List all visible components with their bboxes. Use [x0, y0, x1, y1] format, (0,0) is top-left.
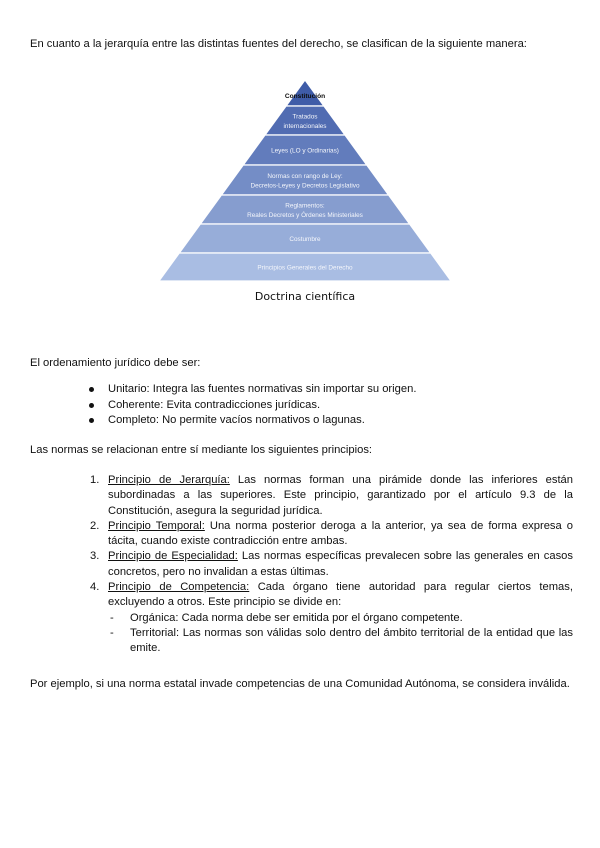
pyramid-level-label: Tratados — [292, 113, 318, 121]
item-number: 2. — [90, 519, 100, 532]
principle-text: Una norma posterior deroga a la anterior, ya sea de forma expresa o tácita, cuando existe contradicción entre ambas. — [108, 519, 573, 548]
principios-title: Las normas se relacionan entre sí mediante los siguientes principios: — [30, 444, 373, 456]
principle-term: Principio de Especialidad: — [108, 550, 238, 563]
principle-text: Las normas forman una pirámide donde las inferiores están subordinadas a las superiores. Este principio, garantizado por el artículo 9.3 de la Constitución, asegura la seguridad jurídica. — [108, 474, 573, 517]
pyramid-level-label: Principios Generales del Derecho — [257, 264, 353, 272]
list-item — [90, 519, 573, 550]
pyramid-level-label: Costumbre — [289, 236, 321, 243]
bullet-icon — [89, 387, 94, 392]
list-item — [90, 549, 573, 580]
pyramid-level-label: Reales Decretos y Órdenes Ministeriales — [247, 211, 363, 219]
item-number: 3. — [90, 550, 100, 563]
ordenamiento-title: El ordenamiento jurídico debe ser: — [30, 357, 201, 369]
list-item — [86, 382, 566, 398]
pyramid-level-label: Leyes (LO y Ordinarias) — [271, 147, 339, 155]
sub-list-item — [90, 626, 573, 657]
pyramid-level-label: Decretos-Leyes y Decretos Legislativo — [250, 182, 360, 190]
pyramid-level — [221, 165, 388, 195]
final-paragraph: Por ejemplo, si una norma estatal invade competencias de una Comunidad Autónoma, se considera inválida. — [30, 678, 570, 690]
pyramid-level-label: Constitución — [284, 93, 326, 100]
list-item-text: Completo: No permite vacíos normativos o lagunas. — [108, 414, 365, 426]
intro-paragraph: En cuanto a la jerarquía entre las distintas fuentes del derecho, se clasifican de la siguiente manera: — [30, 38, 527, 50]
pyramid-level-label: internacionales — [283, 122, 327, 130]
dash-marker: - — [110, 626, 114, 639]
pyramid-level — [265, 106, 345, 135]
item-number: 4. — [90, 581, 100, 594]
principle-text: Las normas específicas prevalecen sobre las generales en casos concretos, pero no invalidan a estas últimas. — [108, 550, 573, 578]
list-item — [86, 398, 566, 414]
pyramid-caption: Doctrina científica — [254, 290, 356, 303]
principle-term: Principio de Jerarquía: — [108, 474, 230, 486]
pyramid-level — [200, 195, 409, 224]
principle-term: Principio de Competencia: — [108, 581, 250, 594]
sub-list-item-text: Territorial: Las normas son válidas solo dentro del ámbito territorial de la entidad que las emite. — [130, 626, 573, 655]
bullet-icon — [89, 403, 94, 408]
hierarchy-pyramid — [140, 76, 470, 306]
bullet-icon — [89, 418, 94, 423]
sub-list-item-text: Orgánica: Cada norma debe ser emitida por el órgano competente. — [130, 611, 463, 624]
item-number: 1. — [90, 474, 100, 486]
principios-list — [90, 473, 573, 657]
pyramid-level-label: Reglamentos: — [285, 202, 325, 210]
dash-marker: - — [110, 611, 114, 624]
list-item-text: Coherente: Evita contradicciones jurídicas. — [108, 398, 321, 411]
principle-term: Principio Temporal: — [108, 519, 205, 532]
list-item — [90, 473, 573, 519]
list-item — [86, 413, 566, 429]
pyramid-level-label: Normas con rango de Ley: — [267, 172, 343, 180]
list-item — [90, 580, 573, 611]
principle-text: Cada órgano tiene autoridad para regular ciertos temas, excluyendo a otros. Este principio se divide en: — [108, 581, 573, 609]
ordenamiento-list — [86, 382, 566, 429]
sub-list-item — [90, 611, 573, 626]
list-item-text: Unitario: Integra las fuentes normativas sin importar su origen. — [108, 383, 417, 395]
